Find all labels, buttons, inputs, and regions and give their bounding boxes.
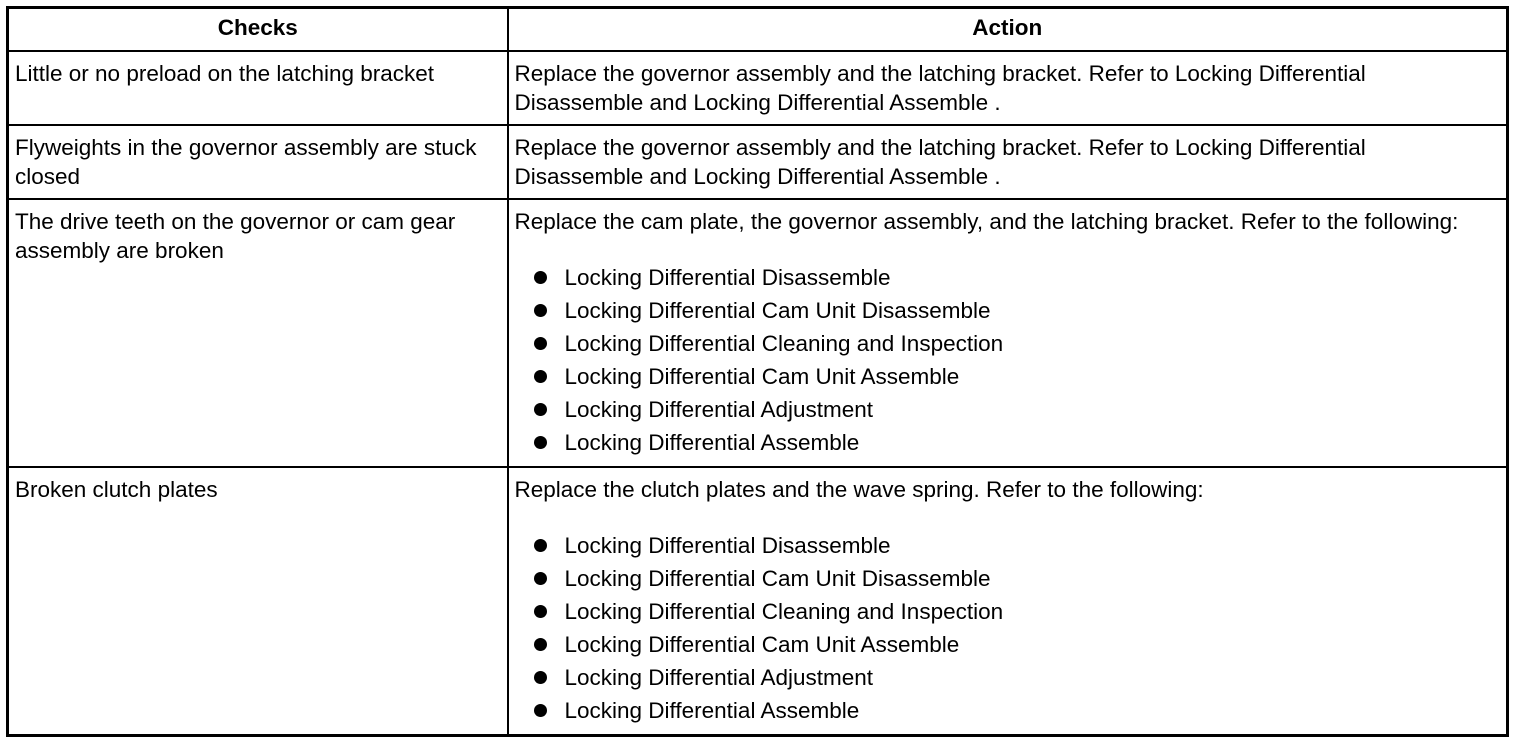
bullet-icon — [534, 704, 547, 717]
bullet-icon — [534, 605, 547, 618]
reference-link-text: Locking Differential Cam Unit Disassemble — [564, 298, 991, 323]
reference-link-text: Locking Differential Disassemble — [564, 265, 891, 290]
check-cell: Broken clutch plates — [8, 467, 508, 736]
diagnostic-table — [6, 6, 1509, 737]
check-cell: Flyweights in the governor assembly are stuck closed — [8, 125, 508, 199]
reference-link-text: Locking Differential Cleaning and Inspection — [564, 599, 1004, 624]
reference-list-item — [515, 393, 1501, 426]
reference-link-text: Locking Differential Cleaning and Inspection — [564, 331, 1004, 356]
bullet-icon — [534, 271, 547, 284]
table-row — [8, 51, 1508, 125]
bullet-icon — [534, 572, 547, 585]
action-text: Replace the cam plate, the governor assembly, and the latching bracket. Refer to the following: — [514, 209, 1459, 234]
table-row — [8, 199, 1508, 467]
reference-link-text: Locking Differential Adjustment — [564, 397, 874, 422]
reference-link-text: Locking Differential Assemble — [564, 698, 860, 723]
bullet-icon — [534, 337, 547, 350]
check-cell: The drive teeth on the governor or cam gear assembly are broken — [8, 199, 508, 467]
reference-list-item — [515, 661, 1501, 694]
action-text: Replace the clutch plates and the wave spring. Refer to the following: — [514, 477, 1204, 502]
check-cell: Little or no preload on the latching bracket — [8, 51, 508, 125]
reference-link-text: Locking Differential Assemble — [564, 430, 860, 455]
bullet-icon — [534, 304, 547, 317]
bullet-icon — [534, 539, 547, 552]
table-row — [8, 125, 1508, 199]
action-cell — [508, 199, 1508, 467]
reference-link-text: Locking Differential Cam Unit Assemble — [564, 632, 960, 657]
reference-list — [515, 261, 1501, 459]
reference-list-item — [515, 529, 1501, 562]
reference-list-item — [515, 595, 1501, 628]
reference-list-item — [515, 426, 1501, 459]
action-text: Replace the governor assembly and the latching bracket. Refer to Locking Differential Disassemble and Locking Differential Assemble . — [514, 135, 1366, 189]
reference-list-item — [515, 694, 1501, 727]
action-cell — [508, 51, 1508, 125]
reference-link-text: Locking Differential Adjustment — [564, 665, 874, 690]
action-cell — [508, 125, 1508, 199]
reference-list-item — [515, 628, 1501, 661]
action-cell — [508, 467, 1508, 736]
bullet-icon — [534, 370, 547, 383]
action-text: Replace the governor assembly and the latching bracket. Refer to Locking Differential Disassemble and Locking Differential Assemble . — [514, 61, 1366, 115]
bullet-icon — [534, 671, 547, 684]
table-header-row — [8, 8, 1508, 52]
reference-list-item — [515, 360, 1501, 393]
reference-link-text: Locking Differential Cam Unit Disassemble — [564, 566, 991, 591]
bullet-icon — [534, 436, 547, 449]
bullet-icon — [534, 638, 547, 651]
bullet-icon — [534, 403, 547, 416]
header-checks: Checks — [8, 8, 508, 52]
reference-link-text: Locking Differential Disassemble — [564, 533, 891, 558]
reference-list — [515, 529, 1501, 727]
reference-list-item — [515, 562, 1501, 595]
reference-list-item — [515, 327, 1501, 360]
table-body — [8, 51, 1508, 736]
reference-link-text: Locking Differential Cam Unit Assemble — [564, 364, 960, 389]
table-row — [8, 467, 1508, 736]
header-action: Action — [508, 8, 1508, 52]
reference-list-item — [515, 261, 1501, 294]
reference-list-item — [515, 294, 1501, 327]
